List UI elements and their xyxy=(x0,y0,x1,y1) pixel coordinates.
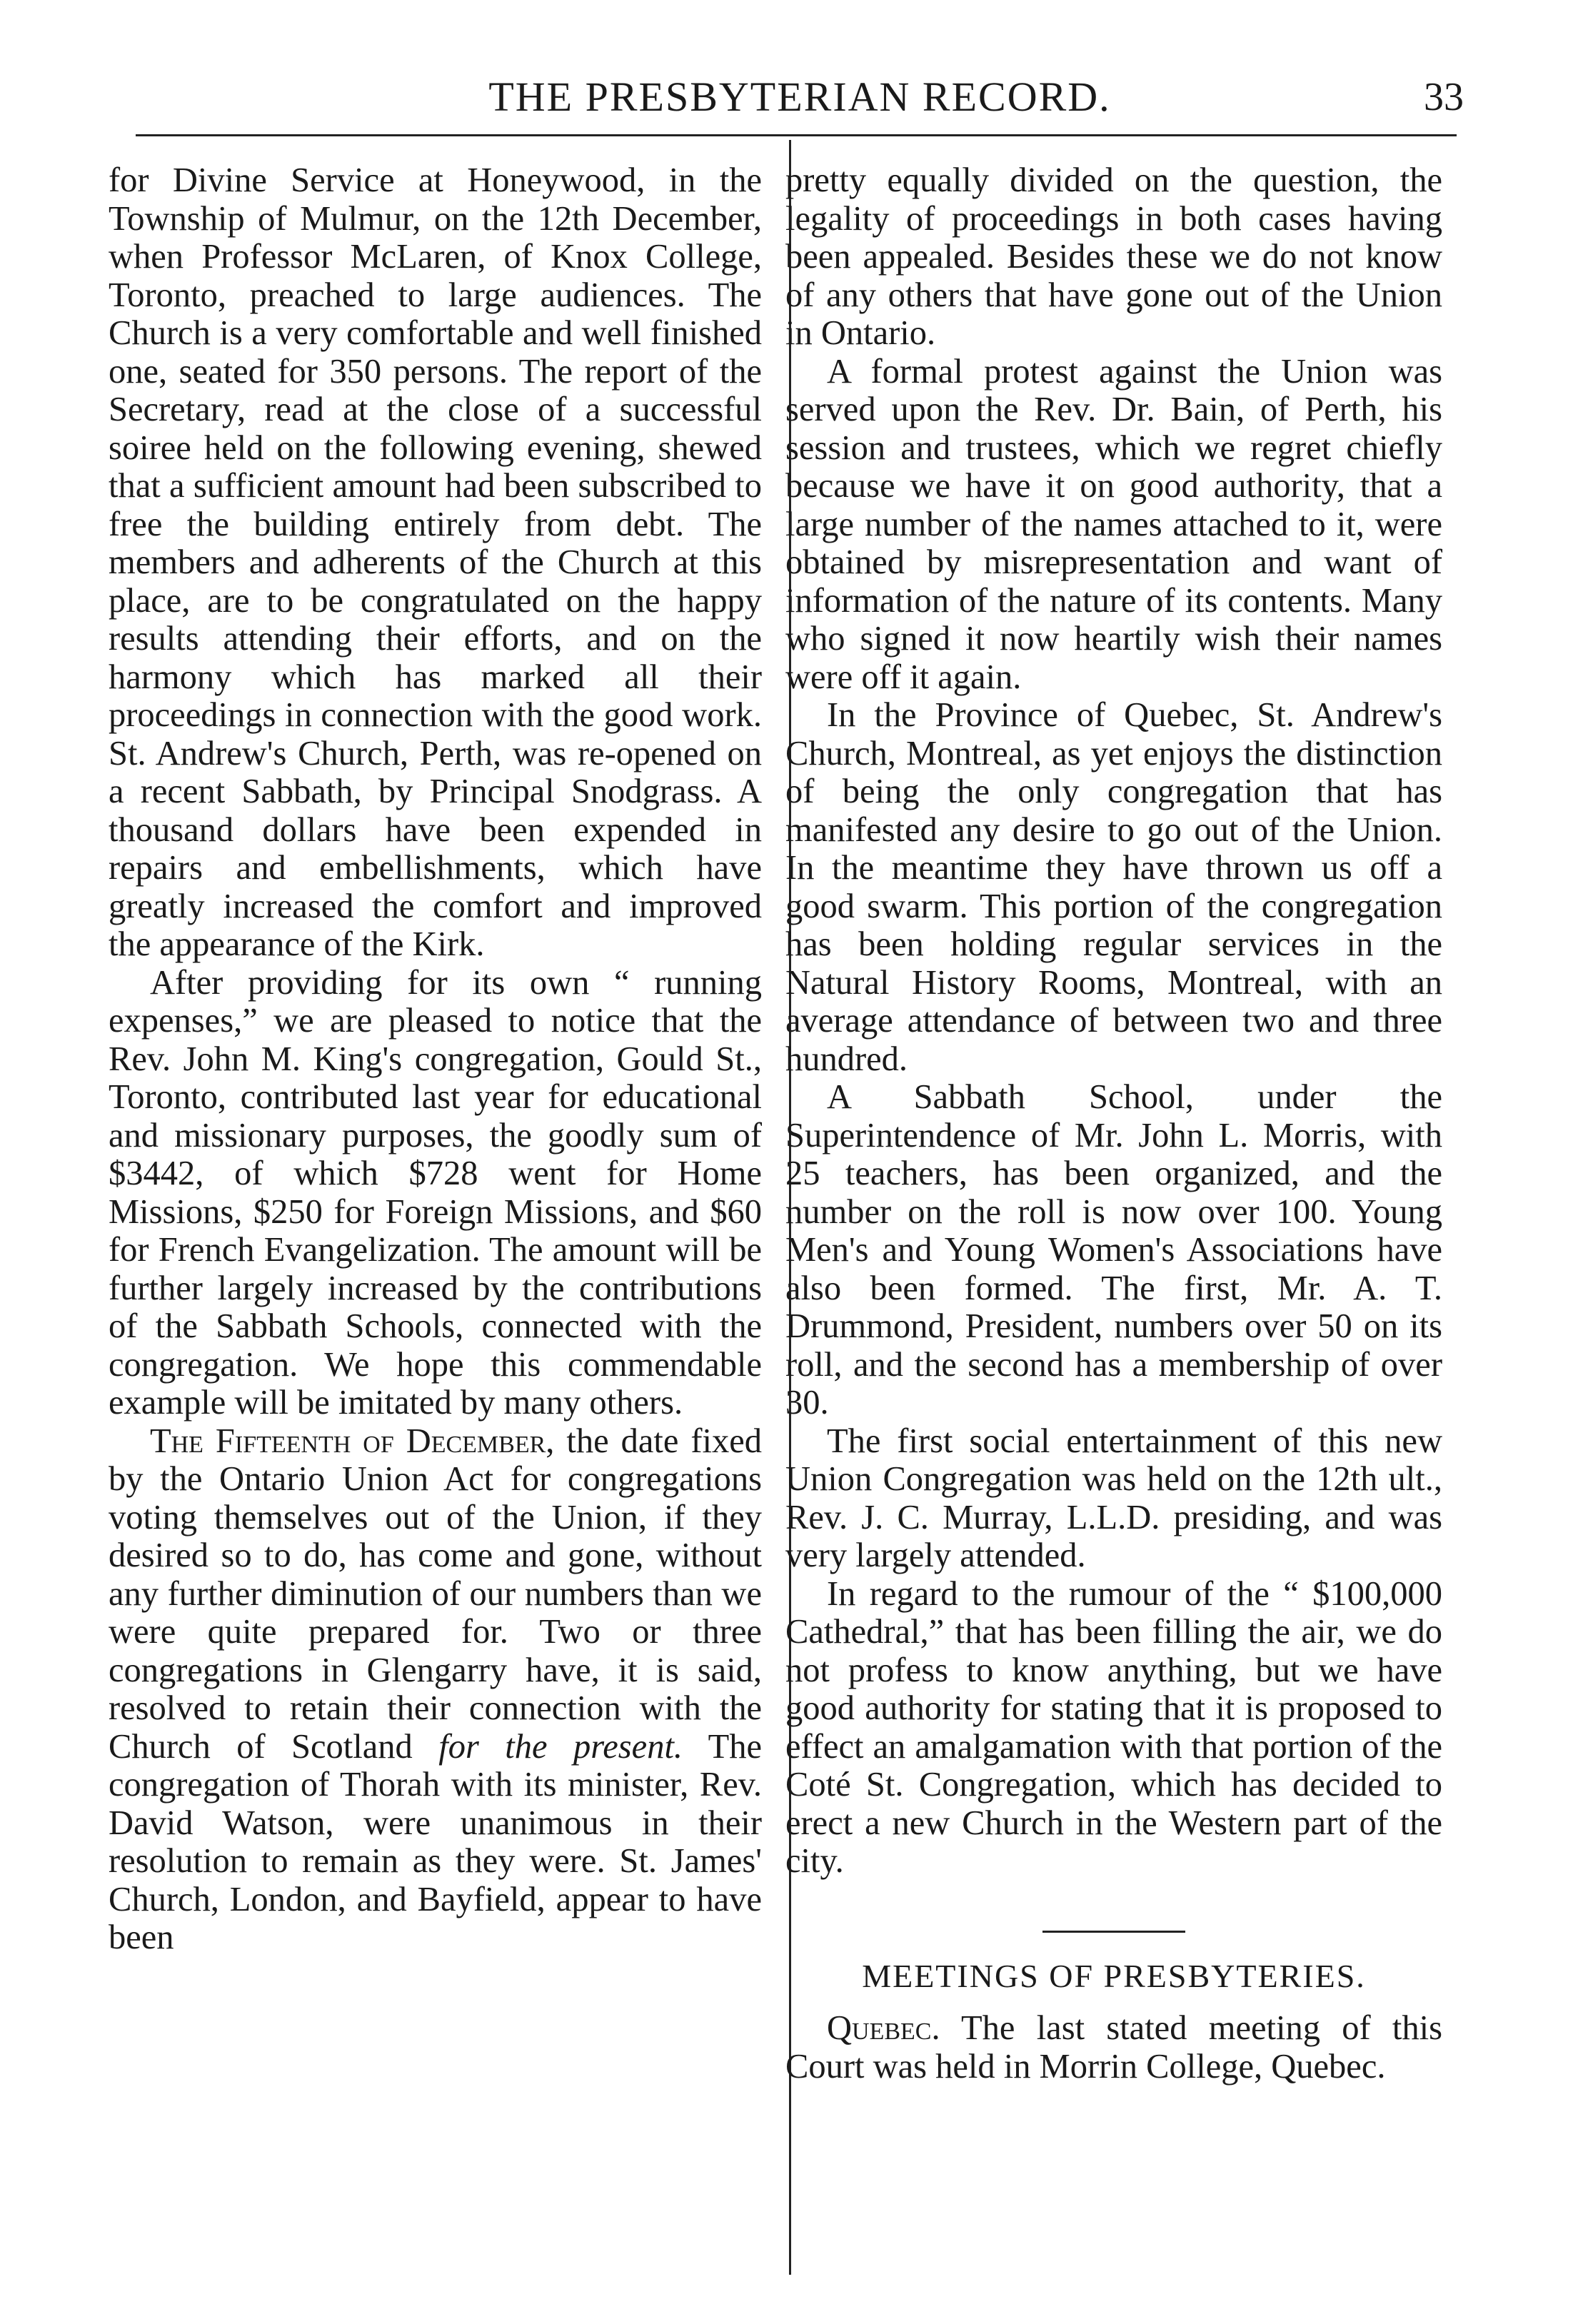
header-rule xyxy=(136,134,1457,136)
page-header xyxy=(136,69,1464,126)
publication-title: THE PRESBYTERIAN RECORD. xyxy=(488,74,1111,120)
right-column xyxy=(785,161,1442,2086)
left-paragraph-2: After providing for its own “ running expenses,” we are pleased to notice that the Rev. John M. King's congregation, Gould St., Toronto, contributed last year for educational and missionary purposes, the goodly sum of $3442, of which $728 went for Home Missions, $250 for Foreign Missions, and $60 for French Evangelization. The amount will be further largely increased by the contributions of the Sabbath Schools, connected with the congregation. We hope this commendable example will be imitated by many others. xyxy=(109,963,762,1422)
right-paragraph-6: In regard to the rumour of the “ $100,000 Cathedral,” that has been filling the air, we do not profess to know anything, but we have good authority for stating that it is proposed to effect an amalgamation with that portion of the Coté St. Congregation, which has decided to erect a new Church in the Western part of the city. xyxy=(785,1574,1442,1880)
left-column xyxy=(109,161,762,1957)
paragraph-text: The last stated meeting of this Court was held in Morrin College, Quebec. xyxy=(785,2009,1442,2086)
left-paragraph-1: for Divine Service at Honeywood, in the Township of Mulmur, on the 12th December, when Professor McLaren, of Knox College, Toronto, preached to large audiences. The Church is a very comfortable and well finished one, seated for 350 persons. The report of the Secretary, read at the close of a successful soiree held on the following evening, shewed that a sufficient amount had been subscribed to free the building entirely from debt. The members and adherents of the Church at this place, are to be congratulated on the happy results attending their efforts, and on the harmony which has marked all their proceedings in connection with the good work. St. Andrew's Church, Perth, was re-opened on a recent Sabbath, by Principal Snodgrass. A thousand dollars have been expended in repairs and embellishments, which have greatly increased the comfort and improved the appearance of the Kirk. xyxy=(109,161,762,963)
right-paragraph-1: pretty equally divided on the question, the legality of proceedings in both cases having been appealed. Besides these we do not know of any others that have gone out of the Union in Ontario. xyxy=(785,161,1442,352)
section-separator xyxy=(1042,1931,1185,1933)
paragraph-text-continued: The congregation of Thorah with its minister, Rev. David Watson, were unanimous in their resolution to remain as they were. St. James' Church, London, and Bayfield, appear to have been xyxy=(109,1727,763,1956)
section-heading: MEETINGS OF PRESBYTERIES. xyxy=(862,1957,1366,1994)
paragraph-lead-in: Quebec. xyxy=(827,2009,940,2047)
right-paragraph-7 xyxy=(785,2009,1442,2086)
left-paragraph-3 xyxy=(109,1422,762,1957)
right-paragraph-4: A Sabbath School, under the Superintendence of Mr. John L. Morris, with 25 teachers, has been organized, and the number on the roll is now over 100. Young Men's and Young Women's Associations have also been formed. The first, Mr. A. T. Drummond, President, numbers over 50 on its roll, and the second has a membership of over 30. xyxy=(785,1078,1442,1422)
right-paragraph-5: The first social entertainment of this new Union Congregation was held on the 12th ult., Rev. J. C. Murray, L.L.D. presiding, and was very largely attended. xyxy=(785,1422,1442,1574)
right-paragraph-2: A formal protest against the Union was served upon the Rev. Dr. Bain, of Perth, his session and trustees, which we regret chiefly because we have it on good authority, that a large number of the names attached to it, were obtained by misrepresentation and want of information of the nature of its contents. Many who signed it now heartily wish their names were off it again. xyxy=(785,352,1442,696)
paragraph-text: the date fixed by the Ontario Union Act for congregations voting themselves out of the Union, if they desired so to do, has come and gone, without any further diminution of our numbers than we were quite prepared for. Two or three congregations in Glengarry have, it is said, resolved to retain their connection with the Church of Scotland xyxy=(109,1422,762,1766)
page-number: 33 xyxy=(1424,75,1464,119)
italic-phrase: for the present. xyxy=(438,1727,683,1766)
paragraph-lead-in: The Fifteenth of December, xyxy=(150,1422,555,1460)
right-paragraph-3: In the Province of Quebec, St. Andrew's Church, Montreal, as yet enjoys the distinction of being the only congregation that has manifested any desire to go out of the Union. In the meantime they have thrown us off a good swarm. This portion of the congregation has been holding regular services in the Natural History Rooms, Montreal, with an average attendance of between two and three hundred. xyxy=(785,696,1442,1078)
